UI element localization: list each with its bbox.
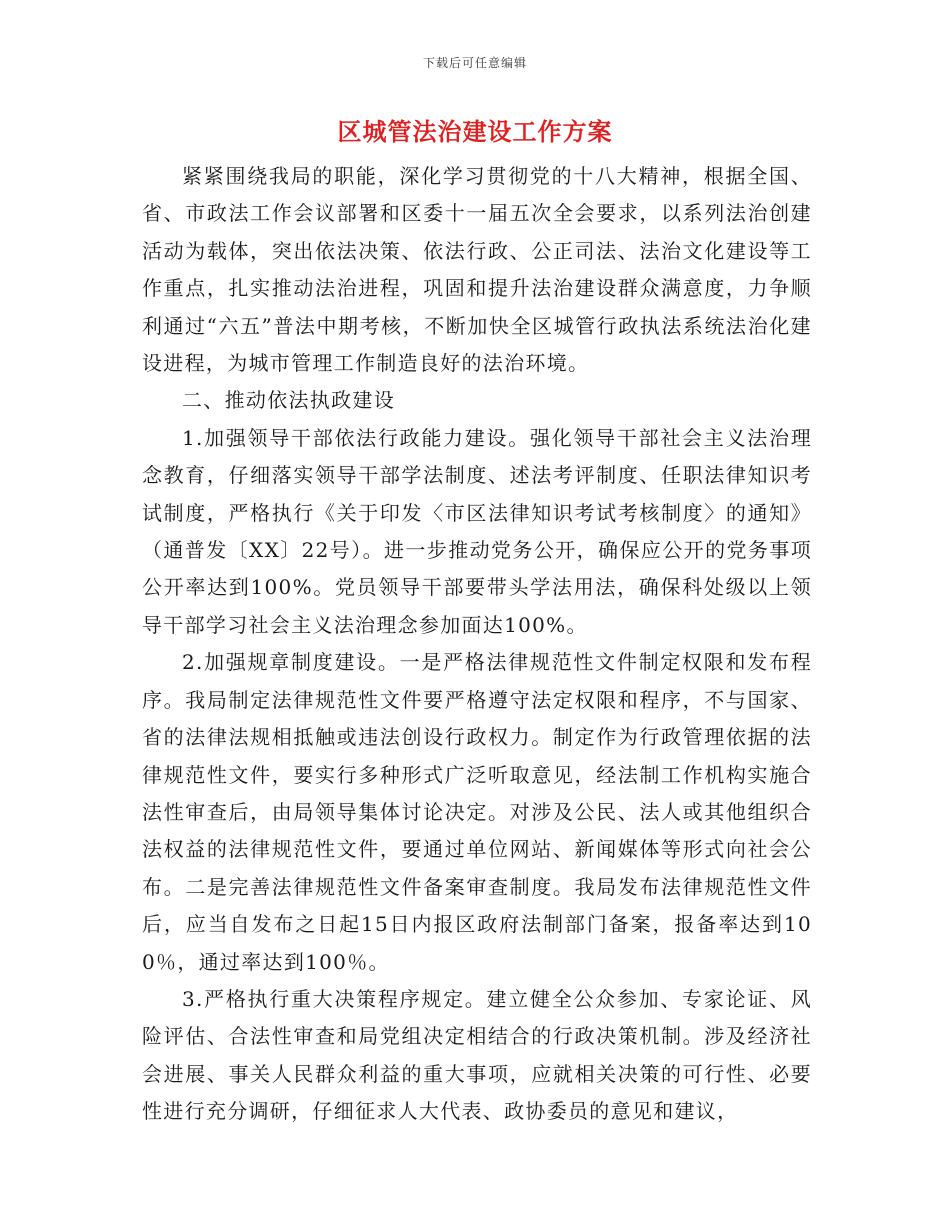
document-body xyxy=(142,158,812,1131)
header-note: 下载后可任意编辑 xyxy=(422,56,527,70)
intro-paragraph: 紧紧围绕我局的职能，深化学习贯彻党的十八大精神，根据全国、省、市政法工作会议部署和区委十一届五次全会要求，以系列法治创建活动为载体，突出依法决策、依法行政、公正司法、法治文化建设等工作重点，扎实推动法治进程，巩固和提升法治建设群众满意度，力争顺利通过“六五”普法中期考核，不断加快全区城管行政执法系统法治化建设进程，为城市管理工作制造良好的法治环境。 xyxy=(142,164,812,376)
section-heading: 二、推动依法执政建设 xyxy=(182,388,395,413)
paragraph-item-2: 2.加强规章制度建设。一是严格法律规范性文件制定权限和发布程序。我局制定法律规范性文件要严格遵守法定权限和程序，不与国家、省的法律法规相抵触或违法创设行政权力。制定作为行政管理依据的法律规范性文件，要实行多种形式广泛听取意见，经法制工作机构实施合法性审查后，由局领导集体讨论决定。对涉及公民、法人或其他组织合法权益的法律规范性文件，要通过单位网站、新闻媒体等形式向社会公布。二是完善法律规范性文件备案审查制度。我局发布法律规范性文件后，应当自发布之日起15日内报区政府法制部门备案，报备率达到100％，通过率达到100％。 xyxy=(142,650,812,974)
paragraph-item-3: 3.严格执行重大决策程序规定。建立健全公众参加、专家论证、风险评估、合法性审查和局党组决定相结合的行政决策机制。涉及经济社会进展、事关人民群众利益的重大事项，应就相关决策的可行性、必要性进行充分调研，仔细征求人大代表、政协委员的意见和建议， xyxy=(142,986,812,1124)
document-title: 区城管法治建设工作方案 xyxy=(337,117,613,146)
paragraph-item-1: 1.加强领导干部依法行政能力建设。强化领导干部社会主义法治理念教育，仔细落实领导干部学法制度、述法考评制度、任职法律知识考试制度，严格执行《关于印发〈市区法律知识考试考核制度〉的通知》（通普发〔XX〕22号）。进一步推动党务公开，确保应公开的党务事项公开率达到100%。党员领导干部要带头学法用法，确保科处级以上领导干部学习社会主义法治理念参加面达100%。 xyxy=(142,425,812,637)
